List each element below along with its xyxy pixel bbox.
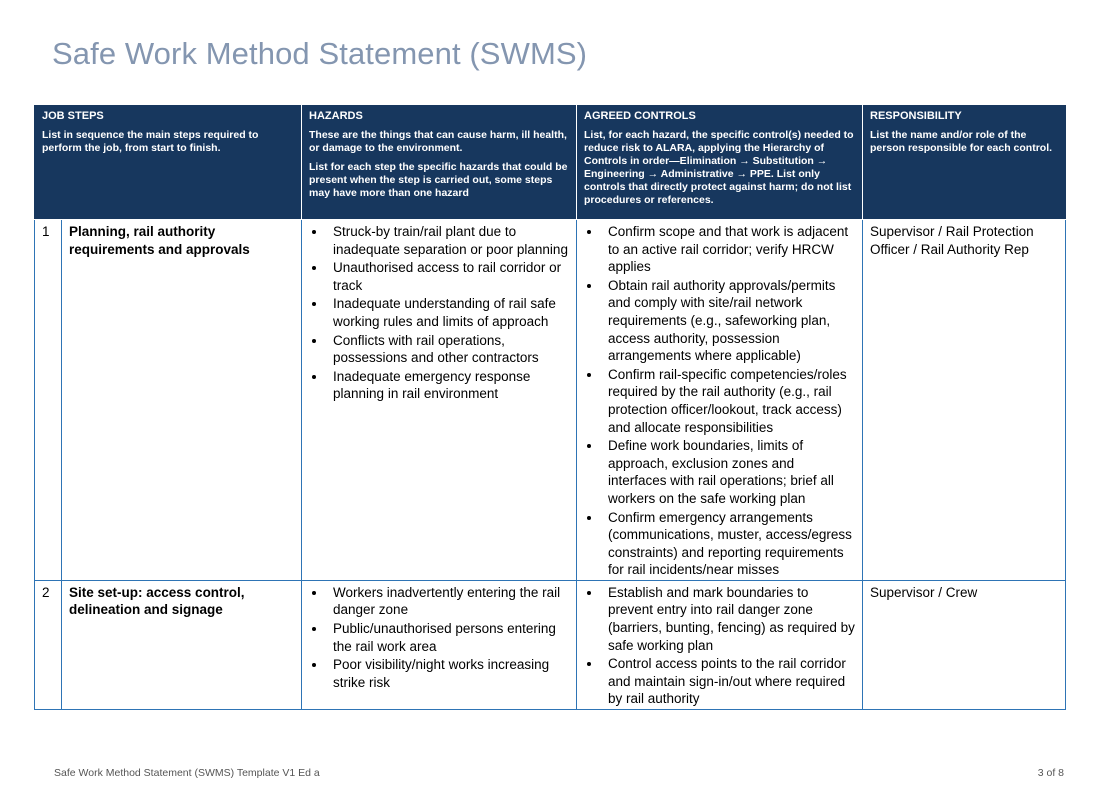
hazards-list [309, 223, 569, 403]
table-row [35, 580, 1066, 709]
job-step: Planning, rail authority requirements and approvals [62, 220, 302, 581]
hazard-item: Unauthorised access to rail corridor or track [309, 259, 569, 294]
header-job-steps [35, 106, 302, 220]
control-item: Obtain rail authority approvals/permits and comply with site/rail network requirements (e.g., safeworking plan, access authority, possession arrangements where applicable) [584, 277, 855, 365]
control-item: Control access points to the rail corridor and maintain sign-in/out where required by rail authority [584, 655, 855, 708]
responsibility-cell: Supervisor / Rail Protection Officer / Rail Authority Rep [863, 220, 1066, 581]
footer-document-name: Safe Work Method Statement (SWMS) Template V1 Ed a [54, 767, 320, 779]
control-item: Establish and mark boundaries to prevent entry into rail danger zone (barriers, bunting, fencing) as required by safe working plan [584, 584, 855, 654]
controls-list [584, 223, 855, 579]
hazards-list [309, 584, 569, 692]
control-item: Confirm emergency arrangements (communications, muster, access/egress constraints) and reporting requirements for rail incidents/near misses [584, 509, 855, 579]
control-item: Confirm rail-specific competencies/roles required by the rail authority (e.g., rail protection officer/lookout, track access) and allocate responsibilities [584, 366, 855, 436]
responsibility-cell: Supervisor / Crew [863, 580, 1066, 709]
header-description: These are the things that can cause harm, ill health, or damage to the environment. [309, 129, 567, 154]
header-hazards [302, 106, 577, 220]
controls-list [584, 584, 855, 708]
step-number: 2 [35, 580, 62, 709]
hazard-item: Poor visibility/night works increasing strike risk [309, 656, 569, 691]
control-item: Define work boundaries, limits of approach, exclusion zones and interfaces with rail operations; brief all workers on the safe working plan [584, 437, 855, 507]
step-number: 1 [35, 220, 62, 581]
header-description: List for each step the specific hazards that could be present when the step is carried out, some steps may have more than one hazard [309, 161, 568, 199]
header-row [35, 106, 1066, 220]
controls-cell [577, 220, 863, 581]
page-title: Safe Work Method Statement (SWMS) [52, 36, 588, 71]
hazard-item: Struck-by train/rail plant due to inadequate separation or poor planning [309, 223, 569, 258]
header-title: AGREED CONTROLS [584, 110, 696, 122]
header-description: List the name and/or role of the person responsible for each control. [870, 129, 1053, 154]
header-description: List in sequence the main steps required to perform the job, from start to finish. [42, 129, 259, 154]
header-title: JOB STEPS [42, 110, 104, 122]
footer-page-number: 3 of 8 [1037, 767, 1064, 779]
header-title: HAZARDS [309, 110, 363, 122]
hazards-cell [302, 580, 577, 709]
hazard-item: Conflicts with rail operations, possessions and other contractors [309, 332, 569, 367]
hazard-item: Inadequate emergency response planning in rail environment [309, 368, 569, 403]
hazard-item: Workers inadvertently entering the rail danger zone [309, 584, 569, 619]
header-agreed-controls [577, 106, 863, 220]
hazard-item: Public/unauthorised persons entering the rail work area [309, 620, 569, 655]
header-description: List, for each hazard, the specific control(s) needed to reduce risk to ALARA, applying the Hierarchy of Controls in order—Elimination → Substitution → Engineering → Administrative → PPE. List only controls that directly protect against harm; do not list procedures or references. [584, 129, 854, 206]
job-step: Site set-up: access control, delineation and signage [62, 580, 302, 709]
controls-cell [577, 580, 863, 709]
hazards-cell [302, 220, 577, 581]
swms-table [34, 105, 1066, 710]
header-title: RESPONSIBILITY [870, 110, 962, 122]
table-row [35, 220, 1066, 581]
control-item: Confirm scope and that work is adjacent to an active rail corridor; verify HRCW applies [584, 223, 855, 276]
hazard-item: Inadequate understanding of rail safe working rules and limits of approach [309, 295, 569, 330]
header-responsibility [863, 106, 1066, 220]
